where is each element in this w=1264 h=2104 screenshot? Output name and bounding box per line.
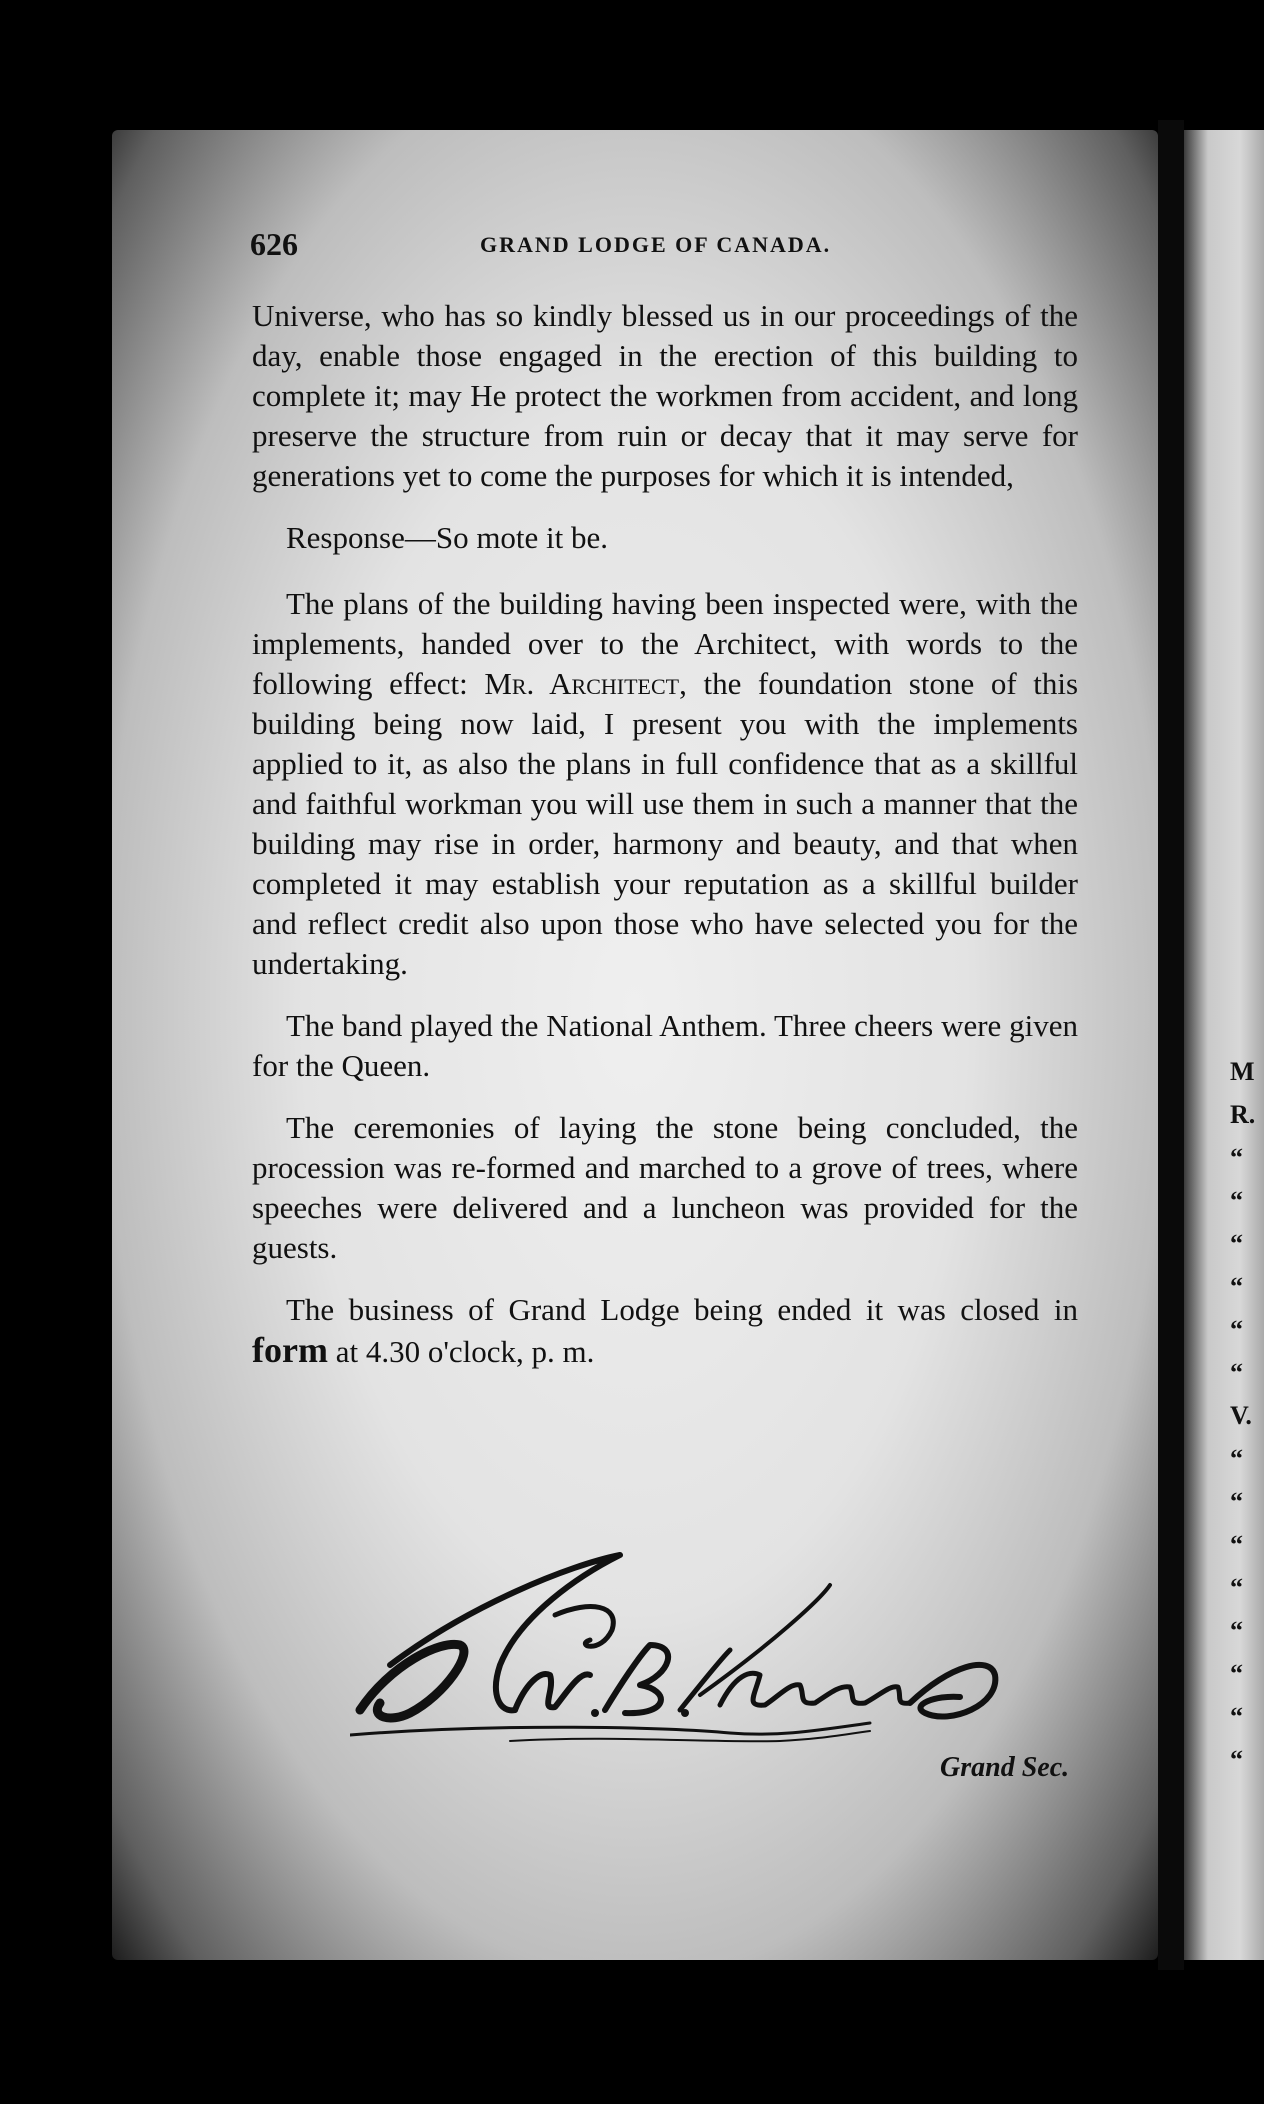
margin-mark: “ xyxy=(1230,1573,1243,1602)
margin-mark: “ xyxy=(1230,1186,1243,1215)
page-header xyxy=(250,226,1090,266)
paragraph-procession: The ceremonies of laying the stone being concluded, the procession was re-formed and marched to a grove of trees, where speeches were delivered and a luncheon was provided for the guests. xyxy=(252,1110,1078,1265)
running-head: GRAND LODGE OF CANADA. xyxy=(480,232,832,257)
body-text xyxy=(252,296,1078,1394)
margin-mark: M xyxy=(1230,1057,1255,1086)
closing-time: at 4.30 o'clock, p. m. xyxy=(327,1334,595,1369)
margin-mark: “ xyxy=(1230,1358,1243,1387)
margin-mark: “ xyxy=(1230,1229,1243,1258)
paragraph-architect-intro: The plans of the building having been inspected were, with the implements, handed over to the Architect, with words to the following effect: xyxy=(252,586,1078,701)
margin-mark: “ xyxy=(1230,1487,1243,1516)
paragraph-response: Response—So mote it be. xyxy=(286,520,609,555)
margin-mark: “ xyxy=(1230,1143,1243,1172)
margin-mark: “ xyxy=(1230,1444,1243,1473)
paragraph-architect xyxy=(252,584,1078,984)
page-number: 626 xyxy=(250,226,298,262)
margin-mark: “ xyxy=(1230,1659,1243,1688)
facing-page-margin-text xyxy=(1230,1050,1264,1781)
handwritten-signature xyxy=(350,1545,1070,1750)
paragraph-anthem: The band played the National Anthem. Three cheers were given for the Queen. xyxy=(252,1008,1078,1083)
margin-mark: “ xyxy=(1230,1272,1243,1301)
form-word: form xyxy=(252,1330,328,1370)
margin-mark: “ xyxy=(1230,1745,1243,1774)
margin-mark: R. xyxy=(1230,1100,1256,1129)
closing-intro: The business of Grand Lodge being ended it was closed in xyxy=(286,1292,1078,1327)
margin-mark: “ xyxy=(1230,1702,1243,1731)
addressee-small-caps: Mr. Architect xyxy=(484,666,680,701)
margin-mark: “ xyxy=(1230,1616,1243,1645)
book-gutter xyxy=(1158,120,1184,1970)
signatory-title: Grand Sec. xyxy=(940,1752,1070,1783)
margin-mark: “ xyxy=(1230,1315,1243,1344)
paragraph-closing xyxy=(252,1290,1078,1372)
paragraph-prayer: Universe, who has so kindly blessed us in our proceedings of the day, enable those engaged in the erection of this building to complete it; may He protect the workmen from accident, and long preserve the structure from ruin or decay that it may serve for generations yet to come the purposes for which it is intended, xyxy=(252,298,1078,493)
margin-mark: “ xyxy=(1230,1530,1243,1559)
paragraph-architect-speech: , the foundation stone of this building being now laid, I present you with the implements applied to it, as also the plans in full confidence that as a skillful and faithful workman you will use them in such a manner that the building may rise in order, harmony and beauty, and that when completed it may establish your reputation as a skillful builder and reflect credit also upon those who have selected you for the undertaking. xyxy=(252,666,1079,981)
margin-mark: V. xyxy=(1230,1401,1252,1430)
